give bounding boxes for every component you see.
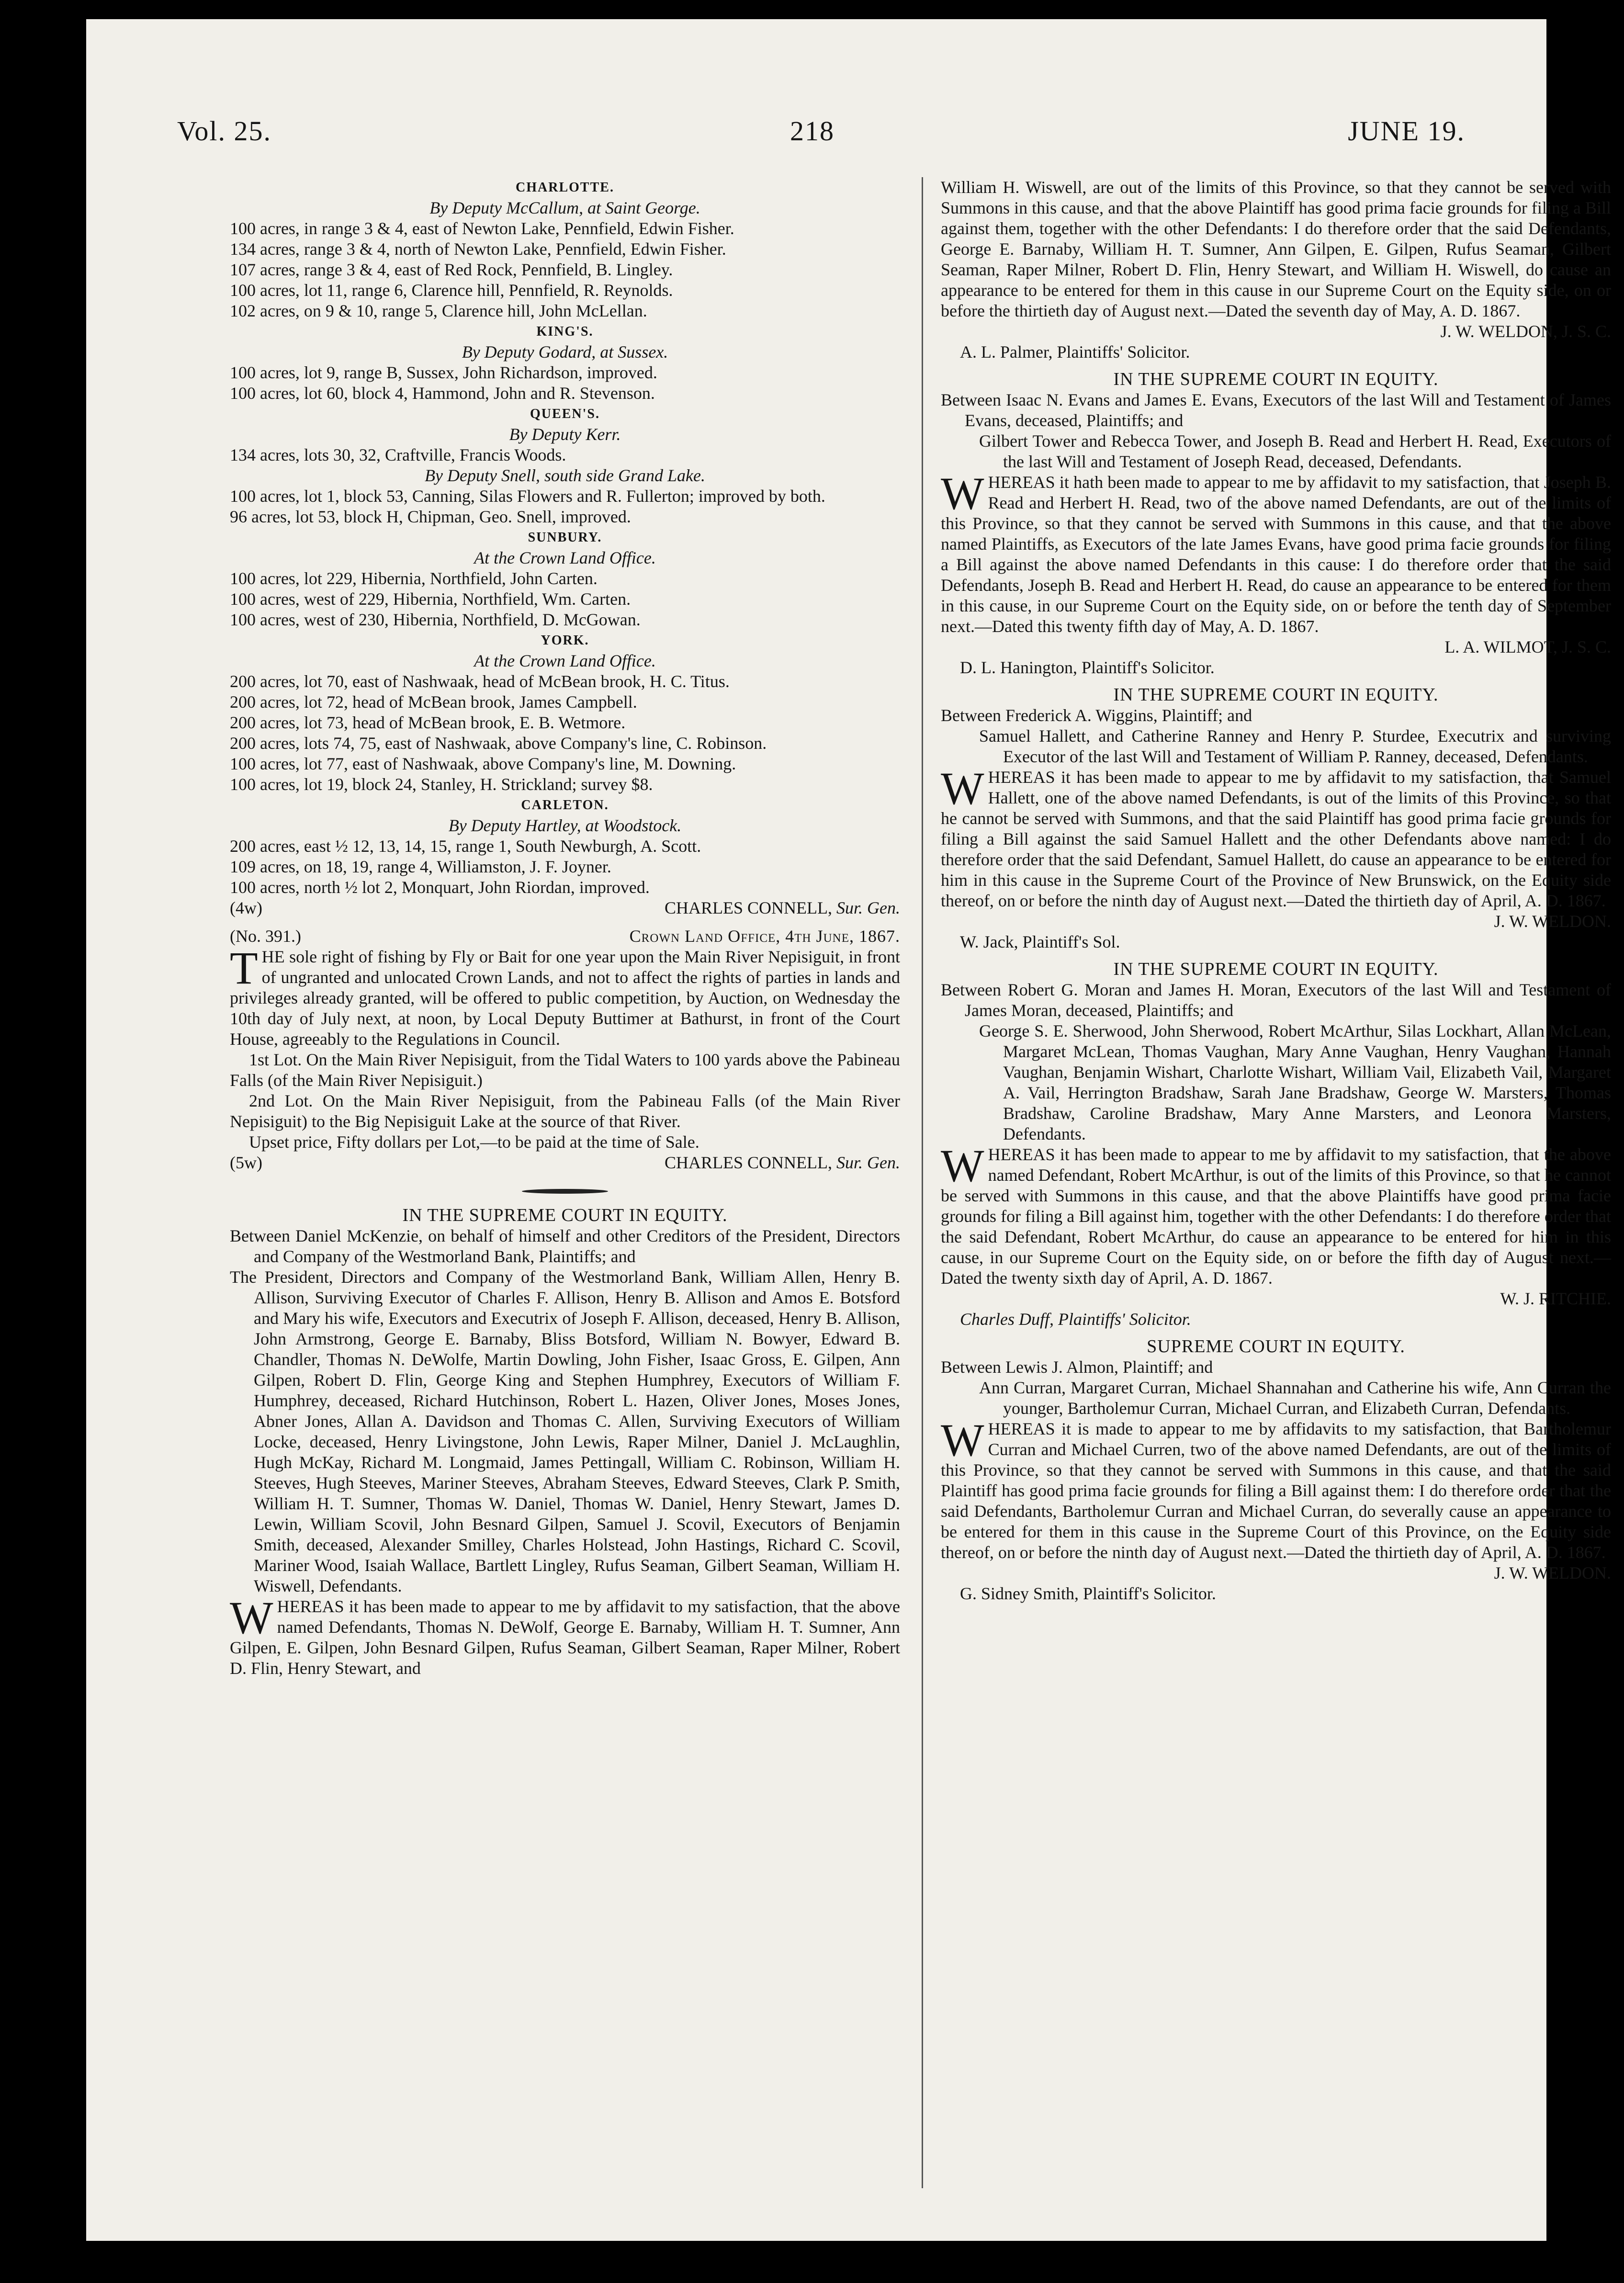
solicitor-line: D. L. Hanington, Plaintiff's Solicitor.	[960, 658, 1215, 677]
judge-signature: J. W. WELDON, J. S. C.	[1440, 322, 1611, 341]
whereas-paragraph: WHEREAS it is made to appear to me by affidavits to my satisfaction, that Bartholemur Curran and Michael Curren, two of the above named Defendants, are out of the limits of this Province, so that they cannot be served with Summons in this cause, and that the said Plaintiff has good prima facie grounds for filing a Bill against them: I do therefore order that the said Defendants, Bartholemur Curran and Michael Curran, do severally cause an appearance to be entered for them in this cause in the Supreme Court of this Province, on the Equity side thereof, on or before the ninth day of August next.—Dated the thirtieth day of April, A. D. 1867.	[941, 1414, 1611, 1562]
lot-2: 2nd Lot. On the Main River Nepisiguit, from the Pabineau Falls (of the Main River Nepisiguit) to the Big Nepisiguit Lake at the source of that River.	[230, 1091, 900, 1131]
land-entry: 200 acres, lots 74, 75, east of Nashwaak, above Company's line, C. Robinson.	[230, 734, 767, 753]
land-entry: 100 acres, west of 229, Hibernia, Northfield, Wm. Carten.	[230, 589, 631, 609]
continued-paragraph: William H. Wiswell, are out of the limits of this Province, so that they cannot be served with Summons in this cause, and that the above Plaintiff has good prima facie grounds for filing a Bill against them, together with the other Defendants: I do therefore order that the said Defendants, George E. Barnaby, William H. T. Sumner, Ann Gilpen, E. Gilpen, Rufus Seaman, Gilbert Seaman, Raper Milner, Robert D. Flin, Henry Stewart, and William H. Wiswell, do cause an appearance to be entered for them in this cause in our Supreme Court on the Equity side, on or before the thirtieth day of August next.—Dated the seventh day of May, A. D. 1867.	[941, 178, 1611, 320]
notice-number: (No. 391.)	[230, 927, 301, 946]
land-list	[230, 486, 900, 527]
solicitor-line: A. L. Palmer, Plaintiffs' Solicitor.	[960, 342, 1190, 362]
land-entry: 100 acres, lot 19, block 24, Stanley, H. Strickland; survey $8.	[230, 775, 653, 794]
land-entry: 100 acres, lot 77, east of Nashwaak, above Company's line, M. Downing.	[230, 754, 736, 773]
land-entry: 100 acres, lot 11, range 6, Clarence hill, Pennfield, R. Reynolds.	[230, 281, 673, 300]
fishing-notice: THE sole right of fishing by Fly or Bait for one year upon the Main River Nepisiguit, in front of ungranted and unlocated Crown Lands, and not to affect the rights of parties in lands and privileges already granted, will be offered to public competition, by Auction, on Wednesday the 10th day of July next, at noon, by Local Deputy Buttimer at Bathurst, in front of the Court House, agreeably to the Regulations in Council.	[230, 942, 900, 1049]
land-entry: 200 acres, lot 73, head of McBean brook, E. B. Wetmore.	[230, 713, 626, 732]
column-divider	[922, 177, 923, 2188]
land-list	[230, 836, 900, 898]
land-entry: 100 acres, lot 1, block 53, Canning, Silas Flowers and R. Fullerton; improved by both.	[230, 486, 825, 506]
right-column	[941, 177, 1611, 2203]
land-list	[230, 218, 900, 321]
judge-signature: J. W. WELDON.	[1494, 1563, 1611, 1582]
land-entry: 200 acres, lot 72, head of McBean brook, James Campbell.	[230, 692, 637, 712]
land-entry: 102 acres, on 9 & 10, range 5, Clarence hill, John McLellan.	[230, 301, 647, 320]
land-entry: 134 acres, range 3 & 4, north of Newton Lake, Pennfield, Edwin Fisher.	[230, 239, 726, 259]
land-entry: 200 acres, lot 70, east of Nashwaak, head of McBean brook, H. C. Titus.	[230, 672, 730, 691]
land-list	[230, 362, 900, 404]
whereas-paragraph: WHEREAS it has been made to appear to me by affidavit to my satisfaction, that Samuel Hallett, one of the above named Defendants, is out of the limits of this Province, so that he cannot be served with Summons, and that the said Plaintiff has good prima facie grounds for filing a Bill against the said Samuel Hallett and the other Defendants above named: I do therefore order that the said Defendant, Samuel Hallett, do cause an appearance to be entered for him in this cause in the Supreme Court of the Province of New Brunswick, on the Equity side thereof, on or before the ninth day of August next.—Dated the thirtieth day of April, A. D. 1867.	[941, 763, 1611, 910]
land-entry: 100 acres, lot 9, range B, Sussex, John Richardson, improved.	[230, 363, 657, 382]
land-entry: 96 acres, lot 53, block H, Chipman, Geo. Snell, improved.	[230, 507, 631, 526]
parties-between: Between Robert G. Moran and James H. Moran, Executors of the last Will and Testament of James Moran, deceased, Plaintiffs; and	[941, 980, 1611, 1020]
judge-signature: L. A. WILMOT, J. S. C.	[1444, 637, 1611, 656]
upset-price: Upset price, Fifty dollars per Lot,—to be paid at the time of Sale.	[249, 1132, 699, 1152]
land-entry: 107 acres, range 3 & 4, east of Red Rock, Pennfield, B. Lingley.	[230, 260, 673, 279]
land-entry: 200 acres, east ½ 12, 13, 14, 15, range 1, South Newburgh, A. Scott.	[230, 836, 701, 856]
parties-between: Between Daniel McKenzie, on behalf of himself and other Creditors of the President, Directors and Company of the Westmorland Bank, Plaintiffs; and	[230, 1226, 900, 1266]
notice-heading: SUPREME COURT IN EQUITY.	[1147, 1336, 1405, 1356]
parties-between: Between Frederick A. Wiggins, Plaintiff; and	[941, 706, 1252, 725]
judge-signature: W. J. RITCHIE.	[1500, 1289, 1611, 1308]
signature-line	[230, 1153, 900, 1173]
notice-heading: IN THE SUPREME COURT IN EQUITY.	[1113, 685, 1439, 705]
parties-defendants: Ann Curran, Margaret Curran, Michael Shannahan and Catherine his wife, Ann Curran the younger, Bartholemur Curran, Michael Curran, and Elizabeth Curran, Defendants.	[979, 1378, 1611, 1418]
land-entry: 100 acres, lot 229, Hibernia, Northfield, John Carten.	[230, 569, 598, 588]
page-header	[86, 115, 1546, 168]
deputy-line: By Deputy McCallum, at Saint George.	[429, 198, 700, 217]
land-entry: 100 acres, west of 230, Hibernia, Northfield, D. McGowan.	[230, 610, 641, 629]
whereas-paragraph: WHEREAS it has been made to appear to me by affidavit to my satisfaction, that the above named Defendant, Robert McArthur, is out of the limits of this Province, so that he cannot be served with Summons in this cause, and that the above Plaintiffs have good prima facie grounds for filing a Bill against him, together with the other Defendants: I do therefore order that the said Defendant, Robert McArthur, do cause an appearance to be entered for him in this cause, in our Supreme Court on the Equity side, on or before the fifth day of August next.—Dated the twenty sixth day of April, A. D. 1867.	[941, 1140, 1611, 1288]
insertion-tag: (4w)	[230, 898, 262, 917]
county-heading: SUNBURY.	[528, 530, 602, 545]
land-entry: 100 acres, lot 60, block 4, Hammond, John and R. Stevenson.	[230, 384, 655, 403]
land-entry: 100 acres, north ½ lot 2, Monquart, John Riordan, improved.	[230, 878, 650, 897]
land-list	[230, 445, 900, 465]
parties-between: Between Isaac N. Evans and James E. Evans, Executors of the last Will and Testament of James Evans, deceased, Plaintiffs; and	[941, 390, 1611, 430]
parties-defendants: The President, Directors and Company of the Westmorland Bank, William Allen, Henry B. Allison, Surviving Executor of Charles F. Allison, Henry B. Allison and Amos E. Botsford and Mary his wife, Executors and Executrix of Joseph F. Allison, deceased, Henry B. Allison, John Armstrong, George E. Barnaby, Bliss Botsford, William N. Bowyer, Edward B. Chandler, Thomas N. DeWolfe, Martin Dowling, John Fisher, Isaac Gross, E. Gilpen, Ann Gilpen, Robert D. Flin, George King and Stephen Humphrey, Executors of William F. Humphrey, deceased, Richard Hutchinson, Robert L. Hazen, Oliver Jones, Moses Jones, Abner Jones, Allan A. Davidson and Thomas C. Allen, Surviving Executors of William Locke, deceased, Henry Livingstone, John Lewis, Raper Milner, Daniel J. McLaughlin, Hugh McKay, Richard M. Longmaid, James Pettingall, William C. Robinson, William H. Steeves, Hugh Steeves, Mariner Steeves, Abraham Steeves, Edward Steeves, Clark P. Smith, William H. T. Sumner, Thomas W. Daniel, Thomas W. Daniel, Henry Stewart, James D. Lewin, William Scovil, John Besnard Gilpen, Samuel J. Scovil, Executors of Benjamin Smith, deceased, Alexander Smilley, Charles Holstead, John Hastings, Richard C. Scovil, Mariner Wood, Isaiah Wallace, Bartlett Lingley, Rufus Seaman, Gilbert Seaman, William H. Wiswell, Defendants.	[230, 1267, 900, 1595]
deputy-line: By Deputy Snell, south side Grand Lake.	[425, 466, 705, 485]
parties-defendants: George S. E. Sherwood, John Sherwood, Robert McArthur, Silas Lockhart, Allan McLean, Margaret McLean, Thomas Vaughan, Mary Anne Vaughan, Henry Vaughan, Hannah Vaughan, Benjamin Wishart, Charlotte Wishart, William Vail, Elizabeth Vail, Margaret A. Vail, Herrington Bradshaw, Sarah Jane Bradshaw, George W. Marsters, Thomas Bradshaw, Caroline Bradshaw, Mary Anne Marsters, and Leonora Marsters, Defendants.	[979, 1021, 1611, 1143]
land-list	[230, 568, 900, 630]
county-heading: QUEEN'S.	[530, 407, 600, 421]
ornament-divider	[230, 1178, 900, 1198]
solicitor-line: W. Jack, Plaintiff's Sol.	[960, 932, 1120, 951]
parties-defendants: Samuel Hallett, and Catherine Ranney and Henry P. Sturdee, Executrix and surviving Executor of the last Will and Testament of William P. Ranney, deceased, Defendants.	[979, 726, 1611, 766]
land-entry: 134 acres, lots 30, 32, Craftville, Francis Woods.	[230, 445, 566, 464]
deputy-line: By Deputy Godard, at Sussex.	[462, 342, 668, 362]
parties-between: Between Lewis J. Almon, Plaintiff; and	[941, 1357, 1213, 1377]
parties-defendants: Gilbert Tower and Rebecca Tower, and Joseph B. Read and Herbert H. Read, Executors of the last Will and Testament of Joseph Read, deceased, Defendants.	[979, 431, 1611, 471]
land-entry: 100 acres, in range 3 & 4, east of Newton Lake, Pennfield, Edwin Fisher.	[230, 219, 734, 238]
volume-number: Vol. 25.	[177, 115, 272, 147]
signatory: CHARLES CONNELL, Sur. Gen.	[665, 1153, 900, 1172]
signature-line	[230, 898, 900, 918]
whereas-paragraph: WHEREAS it has been made to appear to me by affidavit to my satisfaction, that the above named Defendants, Thomas N. DeWolf, George E. Barnaby, William H. T. Sumner, Ann Gilpen, E. Gilpen, John Besnard Gilpen, Rufus Seaman, Gilbert Seaman, Raper Milner, Robert D. Flin, Henry Stewart, and	[230, 1592, 900, 1678]
deputy-line: By Deputy Kerr.	[509, 425, 621, 444]
solicitor-line: Charles Duff, Plaintiffs' Solicitor.	[960, 1310, 1191, 1329]
deputy-line: By Deputy Hartley, at Woodstock.	[448, 816, 682, 835]
insertion-tag: (5w)	[230, 1153, 262, 1172]
county-heading: CHARLOTTE.	[516, 180, 614, 195]
page-number: 218	[790, 115, 835, 147]
notice-heading: IN THE SUPREME COURT IN EQUITY.	[1113, 369, 1439, 389]
signatory: CHARLES CONNELL, Sur. Gen.	[665, 898, 900, 917]
solicitor-line: G. Sidney Smith, Plaintiff's Solicitor.	[960, 1584, 1216, 1603]
judge-signature: J. W. WELDON.	[1494, 912, 1611, 931]
office-dateline: Crown Land Office, 4th June, 1867.	[629, 927, 900, 946]
county-heading: CARLETON.	[521, 798, 609, 813]
newspaper-page	[86, 19, 1611, 2241]
county-heading: YORK.	[541, 633, 589, 648]
deputy-line: At the Crown Land Office.	[474, 548, 656, 567]
lot-1: 1st Lot. On the Main River Nepisiguit, from the Tidal Waters to 100 yards above the Pabineau Falls (of the Main River Nepisiguit.)	[230, 1050, 900, 1090]
notice-heading: IN THE SUPREME COURT IN EQUITY.	[402, 1205, 728, 1225]
deputy-line: At the Crown Land Office.	[474, 651, 656, 670]
land-entry: 109 acres, on 18, 19, range 4, Williamston, J. F. Joyner.	[230, 857, 611, 876]
county-heading: KING'S.	[536, 324, 594, 339]
left-column	[230, 177, 900, 2203]
issue-date: JUNE 19.	[1348, 115, 1465, 147]
notice-heading: IN THE SUPREME COURT IN EQUITY.	[1113, 959, 1439, 979]
land-list	[230, 671, 900, 795]
whereas-paragraph: WHEREAS it hath been made to appear to me by affidavit to my satisfaction, that Joseph B. Read and Herbert H. Read, two of the above named Defendants, are out of the limits of this Province, so that they cannot be served with Summons in this cause, and that the above named Plaintiffs, as Executors of the late James Evans, have good prima facie grounds for filing a Bill against the above named Defendants in this cause: I do therefore order that the said Defendants, Joseph B. Read and Herbert H. Read, do cause an appearance to be entered for them in this cause, in our Supreme Court on the Equity side, on or before the tenth day of September next.—Dated this twenty fifth day of May, A. D. 1867.	[941, 468, 1611, 636]
notice-number-line	[230, 926, 900, 947]
